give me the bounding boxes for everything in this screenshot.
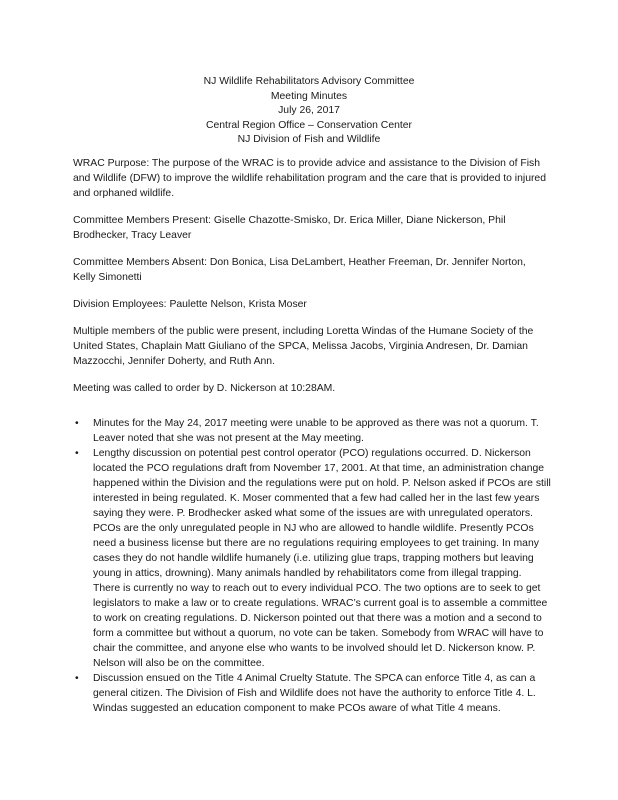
committee-name: NJ Wildlife Rehabilitators Advisory Committee <box>203 76 415 87</box>
list-item-text: Lengthy discussion on potential pest control operator (PCO) regulations occurred. D. Nickerson located the PCO regulations draft from November 17, 2001. At that time, an administration change happened within the Division and the regulations were put on hold. P. Nelson asked if PCOs are still interested in being regulated. K. Moser commented that a few had called her in the last few years saying they were. P. Brodhecker asked what some of the issues are with unregulated operators. PCOs are the only unregulated people in NJ who are allowed to handle wildlife. Presently PCOs need a business license but there are no regulations requiring employees to get training. In many cases they do not handle wildlife humanely (i.e. utilizing glue traps, trapping mothers but leaving young in attics, drowning). Many animals handled by rehabilitators come from illegal trapping. There is currently no way to reach out to every individual PCO. The two options are to seek to get legislators to make a law or to create regulations. WRAC’s current goal is to assemble a committee to work on creating regulations. D. Nickerson pointed out that there was a motion and a second to form a committee but without a quorum, no vote can be taken. Somebody from WRAC will have to chair the committee, and anyone else who wants to be involved should let D. Nickerson know. P. Nelson will also be on the committee. <box>93 448 551 669</box>
bullet-icon: • <box>75 418 79 429</box>
division-employees-paragraph: Division Employees: Paulette Nelson, Krista Moser <box>73 299 307 310</box>
call-to-order-paragraph: Meeting was called to order by D. Nickerson at 10:28AM. <box>73 383 336 394</box>
bullet-icon: • <box>75 448 79 459</box>
list-item <box>73 446 551 671</box>
list-item <box>73 416 551 446</box>
members-absent-paragraph: Committee Members Absent: Don Bonica, Lisa DeLambert, Heather Freeman, Dr. Jennifer Norton, Kelly Simonetti <box>73 257 526 283</box>
meeting-date: July 26, 2017 <box>278 105 340 116</box>
list-item <box>73 671 551 716</box>
public-attendees-paragraph: Multiple members of the public were present, including Loretta Windas of the Humane Society of the United States, Chaplain Matt Giuliano of the SPCA, Melissa Jacobs, Virginia Andresen, Dr. Damian Mazzocchi, Jennifer Doherty, and Ruth Ann. <box>73 326 534 367</box>
members-present-paragraph: Committee Members Present: Giselle Chazotte-Smisko, Dr. Erica Miller, Diane Nickerson, Phil Brodhecker, Tracy Leaver <box>73 215 506 241</box>
list-item-text: Discussion ensued on the Title 4 Animal Cruelty Statute. The SPCA can enforce Title 4, as can a general citizen. The Division of Fish and Wildlife does not have the authority to enforce Title 4. L. Windas suggested an education component to make PCOs aware of what Title 4 means. <box>93 673 536 714</box>
document-type: Meeting Minutes <box>270 90 348 102</box>
document-body <box>73 156 551 716</box>
list-item-text: Minutes for the May 24, 2017 meeting were unable to be approved as there was not a quorum. T. Leaver noted that she was not present at the May meeting. <box>93 418 539 444</box>
purpose-paragraph: WRAC Purpose: The purpose of the WRAC is to provide advice and assistance to the Division of Fish and Wildlife (DFW) to improve the wildlife rehabilitation program and the care that is provided to injured and orphaned wildlife. <box>73 158 546 199</box>
meeting-location: Central Region Office – Conservation Center <box>206 119 412 131</box>
bullet-icon: • <box>75 673 79 684</box>
division-name: NJ Division of Fish and Wildlife <box>237 134 381 145</box>
document-header <box>0 75 618 148</box>
minutes-item-list <box>73 416 551 716</box>
